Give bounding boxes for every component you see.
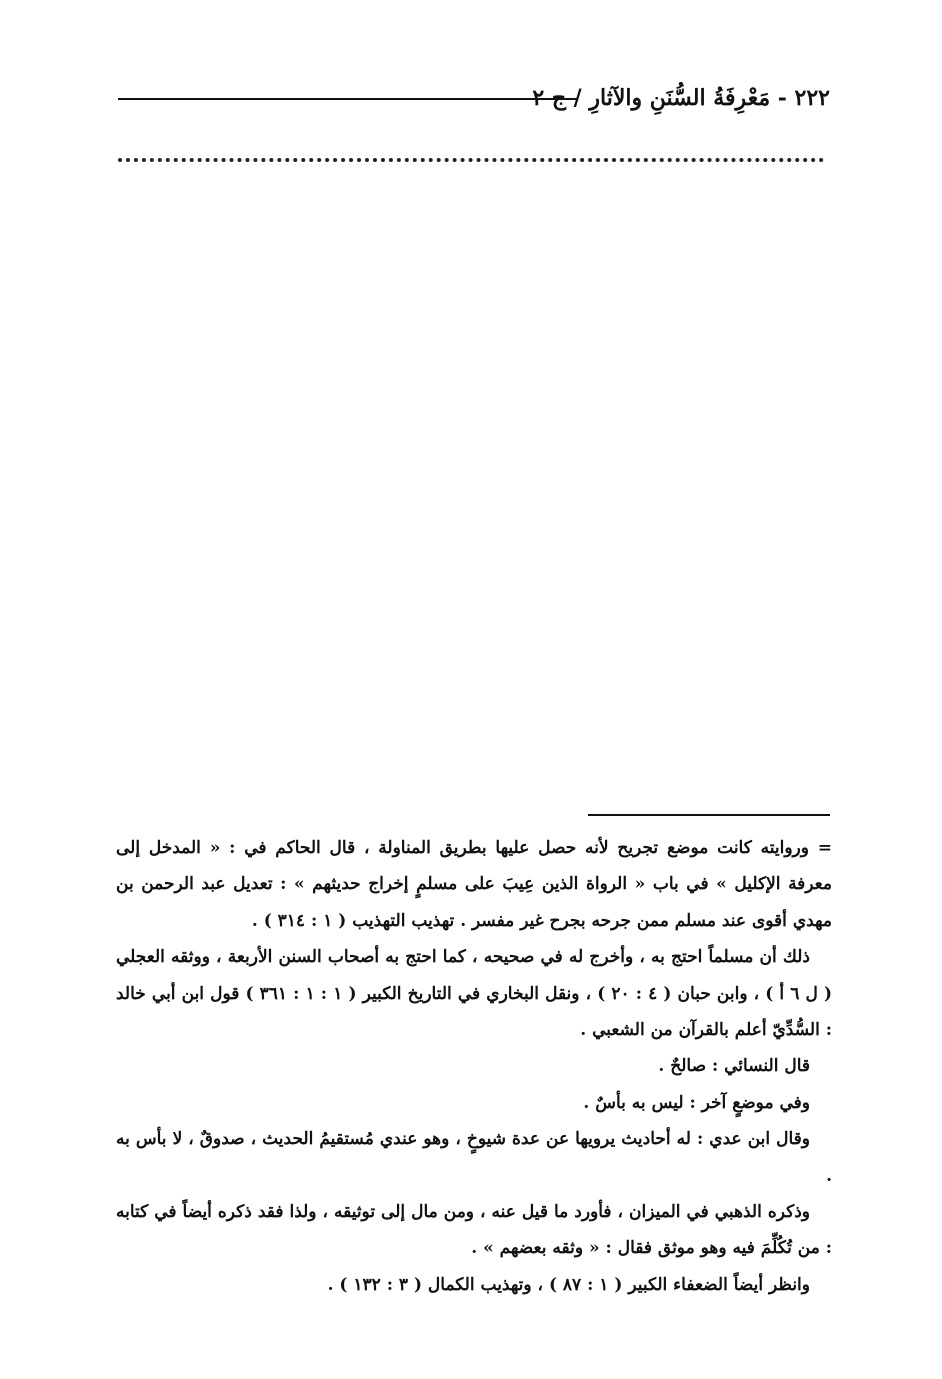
- footnote-separator: [588, 814, 830, 816]
- footnote-paragraph: = وروايته كانت موضع تجريح لأنه حصل عليها بطريق المناولة ، قال الحاكم في : « المدخل إلى معرفة الإكليل » في باب « الرواة الذين عِيبَ على مسلمٍ إخراج حديثهم » : تعديل عبد الرحمن بن مهدي أقوى عند مسلم ممن جرحه بجرح غير مفسر . تهذيب التهذيب ( ١ : ٣١٤ ) .: [116, 838, 832, 931]
- footnote-paragraph: وفي موضعٍ آخر : ليس به بأسٌ .: [583, 1092, 810, 1113]
- footnotes: [116, 830, 832, 1303]
- footnote-paragraph: وقال ابن عدي : له أحاديث يرويها عن عدة شيوخٍ ، وهو عندي مُستقيمُ الحديث ، صدوقٌ ، لا بأس به .: [116, 1129, 832, 1186]
- running-head: ٢٢٢ - مَعْرِفَةُ السُّنَنِ والآثارِ / ج ٢: [532, 85, 830, 111]
- header-rule: [118, 98, 578, 100]
- footnote-paragraph: ذلك أن مسلماً احتج به ، وأخرج له في صحيحه ، كما احتج به أصحاب السنن الأربعة ، ووثقه العجلي ( ل ٦ أ ) ، وابن حبان ( ٤ : ٢٠ ) ، ونقل البخاري في التاريخ الكبير ( ١ : ١ : ٣٦١ ) قول ابن أبي خالد : السُّدِّيّ أعلم بالقرآن من الشعبي .: [116, 947, 832, 1041]
- dotted-separator: [118, 158, 824, 162]
- footnote-paragraph: وذكره الذهبي في الميزان ، فأورد ما قيل عنه ، ومن مال إلى توثيقه ، ولذا فقد ذكره أيضاً في كتابه : من تُكُلِّمَ فيه وهو موثق فقال : « وثقه بعضهم » .: [116, 1202, 832, 1259]
- footnote-paragraph: وانظر أيضاً الضعفاء الكبير ( ١ : ٨٧ ) ، وتهذيب الكمال ( ٣ : ١٣٢ ) .: [327, 1274, 810, 1295]
- footnote-paragraph: قال النسائي : صالحٌ .: [658, 1056, 810, 1077]
- page-header: [118, 78, 830, 118]
